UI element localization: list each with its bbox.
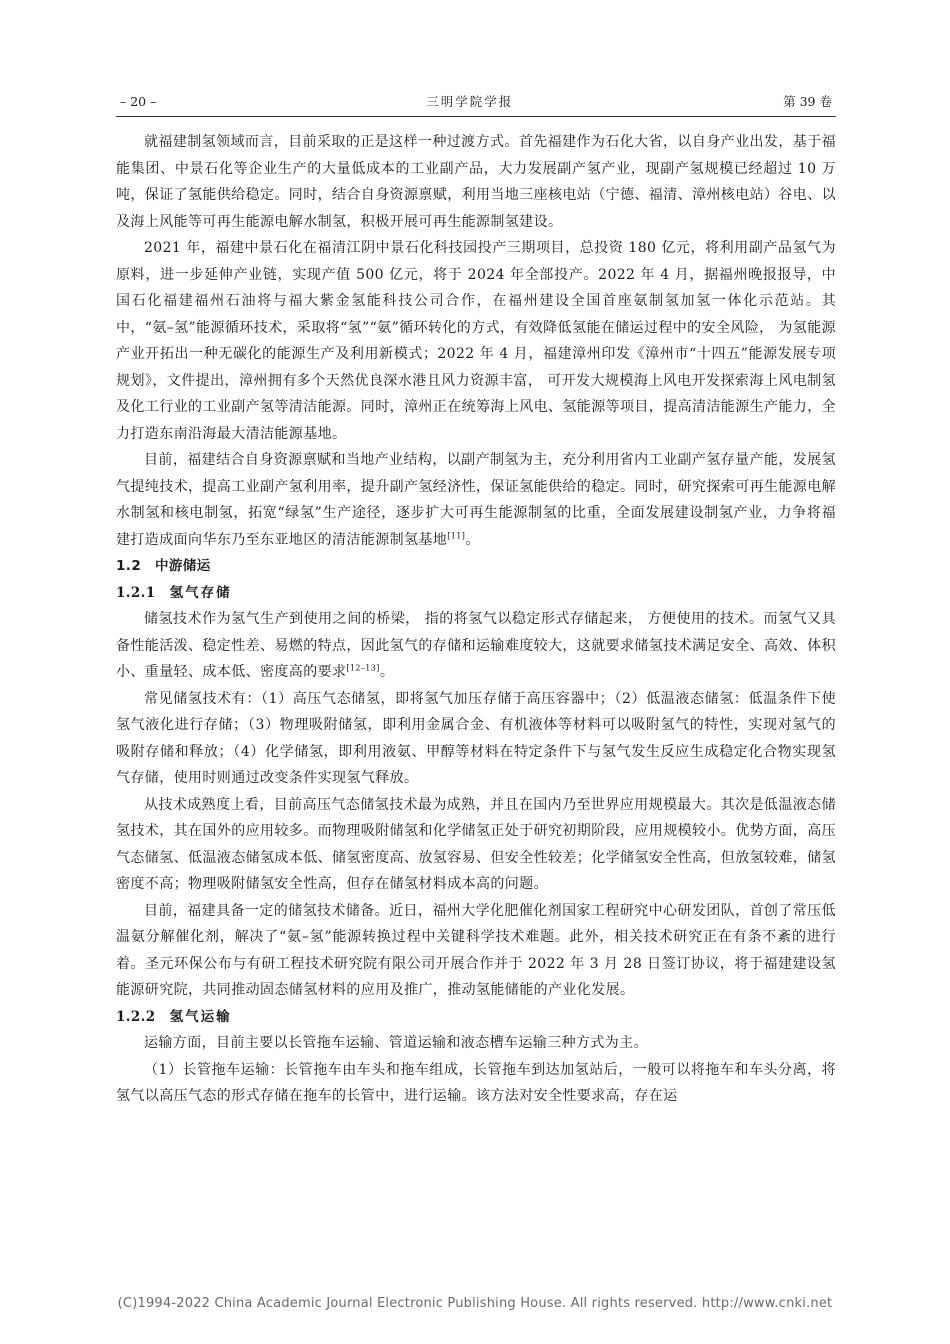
running-header [116,88,836,117]
paragraph [116,447,836,553]
paragraph: 就福建制氢领域而言，目前采取的正是这样一种过渡方式。首先福建作为石化大省，以自身产业出发，基于福能集团、中景石化等企业生产的大量低成本的工业副产品，大力发展副产氢产业，现副产氢规模已经超过 10 万吨，保证了氢能供给稳定。同时，结合自身资源禀赋，利用当地三座核电站（宁德、福清、漳州核电站）谷电、以及海上风能等可再生能源电解水制氢，积极开展可再生能源制氢建设。 [116,134,836,230]
paragraph: 常见储氢技术有：（1）高压气态储氢，即将氢气加压存储于高压容器中；（2）低温液态储氢：低温条件下使氢气液化进行存储；（3）物理吸附储氢，即利用金属合金、有机液体等材料可以吸附氢气的特性，实现对氢气的吸附存储和释放；（4）化学储氢，即利用液氨、甲醇等材料在特定条件下与氢气发生反应生成稳定化合物实现氢气存储，使用时则通过改变条件实现氢气释放。 [116,690,836,786]
citation-ref: [12–13] [346,663,380,673]
paragraph [116,606,836,686]
section-heading-1-2: 1.2 中游储运 [116,558,211,574]
citation-ref: [11] [447,530,466,540]
section-heading-1-2-2 [116,1004,836,1031]
paragraph-end: 。 [379,664,395,680]
paragraph: 运输方面，目前主要以长管拖车运输、管道运输和液态槽车运输三种方式为主。 [144,1035,648,1051]
section-number: 1.2.1 [116,584,156,601]
paragraph: 目前，福建具备一定的储氢技术储备。近日，福州大学化肥催化剂国家工程研究中心研发团队，首创了常压低温氨分解催化剂，解决了“氨–氢”能源转换过程中关键科学技术难题。此外，相关技术研究正在有条不紊的进行着。圣元环保公布与有研工程技术研究院有限公司开展合作并于 2022 年 3 月 28 日签订协议，将于福建建设氢能源研究院，共同推动固态储氢材料的应用及推广，推动氢能储能的产业化发展。 [116,902,836,998]
section-title: 氢气运输 [169,1008,232,1025]
section-number: 1.2.2 [116,1008,156,1025]
page-content [116,88,836,1110]
volume-label: 第 39 卷 [783,94,832,109]
paragraph: （1）长管拖车运输：长管拖车由车头和拖车组成，长管拖车到达加氢站后，一般可以将拖车和车头分离，将氢气以高压气态的形式存储在拖车的长管中，进行运输。该方法对安全性要求高，存在运 [116,1061,836,1104]
journal-title: 三明学院学报 [426,94,514,109]
section-heading-1-2-1 [116,580,836,607]
paragraph: 2021 年，福建中景石化在福清江阴中景石化科技园投产三期项目，总投资 180 亿元，将利用副产品氢气为原料，进一步延伸产业链，实现产值 500 亿元，将于 2024 年全部投产。2022 年 4 月，据福州晚报报导，中国石化福建福州石油将与福大紫金氢能科技公司合作，在福州建设全国首座氨制氢加氢一体化示范站。其中，“氨–氢”能源循环技术，采取将“氢”“氨”循环转化的方式，有效降低氢能在储运过程中的安全风险， 为氢能源产业开拓出一种无碳化的能源生产及利用新模式；2022 年 4 月，福建漳州印发《漳州市“十四五”能源发展专项规划》，文件提出，漳州拥有多个天然优良深水港且风力资源丰富， 可开发大规模海上风电开发探索海上风电制氢及化工行业的工业副产氢等清洁能源。同时，漳州正在统筹海上风电、氢能源等项目，提高清洁能源生产能力，全力打造东南沿海最大清洁能源基地。 [116,240,836,442]
paragraph-text: 储氢技术作为氢气生产到使用之间的桥梁， 指的将氢气以稳定形式存储起来， 方便使用的技术。而氢气又具备性能活泼、稳定性差、易燃的特点，因此氢气的存储和运输难度较大，这就要求储氢技术满足安全、高效、体积小、重量轻、成本低、密度高的要求 [116,611,836,680]
paragraph: 从技术成熟度上看，目前高压气态储氢技术最为成熟，并且在国内乃至世界应用规模最大。其次是低温液态储氢技术，其在国外的应用较多。而物理吸附储氢和化学储氢正处于研究初期阶段，应用规模较小。优势方面，高压气态储氢、低温液态储氢成本低、储氢密度高、放氢容易、但安全性较差；化学储氢安全性高，但放氢较难，储氢密度不高；物理吸附储氢安全性高，但存在储氢材料成本高的问题。 [116,796,836,892]
paragraph-text: 目前，福建结合自身资源禀赋和当地产业结构，以副产制氢为主，充分利用省内工业副产氢存量产能，发展氢气提纯技术，提高工业副产氢利用率，提升副产氢经济性，保证氢能供给的稳定。同时，研究探索可再生能源电解水制氢和核电制氢，拓宽“绿氢”生产途径，逐步扩大可再生能源制氢的比重，全面发展建设制氢产业，力争将福建打造成面向华东乃至东亚地区的清洁能源制氢基地 [116,452,836,548]
copyright-footer: (C)1994-2022 China Academic Journal Electronic Publishing House. All rights reserved. http://www.cnki.net [117,1296,833,1311]
paragraph-end: 。 [465,531,480,548]
section-title: 氢气存储 [169,584,232,601]
page-number: – 20 – [120,93,157,109]
article-body [116,129,836,1110]
